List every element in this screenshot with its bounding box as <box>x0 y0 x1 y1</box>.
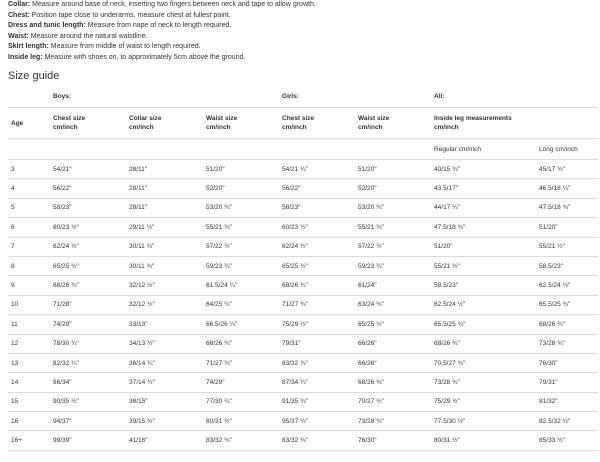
boys-waist-cell: 74/29" <box>203 373 279 392</box>
age-cell: 14 <box>8 373 50 392</box>
inside-leg-long-cell: 68/26 ¾" <box>536 315 598 334</box>
subheader-empty <box>50 139 126 160</box>
inside-leg-subheader-row <box>8 139 598 160</box>
age-cell: 11 <box>8 315 50 334</box>
inside-leg-regular-cell: 47.5/18 ¾" <box>431 218 536 237</box>
boys-waist-cell: 55/21 ¾" <box>203 218 279 237</box>
definition-term: Chest: <box>8 11 30 19</box>
column-header-boys-collar <box>126 108 203 139</box>
boys-chest-cell: 86/34" <box>50 373 126 392</box>
column-header-row <box>8 108 598 139</box>
inside-leg-long-cell: 51/20" <box>536 218 598 237</box>
group-header-row <box>8 86 598 108</box>
group-header-boys: Boys: <box>50 86 279 108</box>
boys-chest-cell: 99/39" <box>50 431 126 450</box>
age-cell: 6 <box>8 218 50 237</box>
column-header-boys-waist <box>203 108 279 139</box>
girls-chest-cell: 68/26 ¾" <box>279 276 355 295</box>
definition-text: Measure around the natural waistline. <box>28 32 148 40</box>
girls-chest-cell: 56/22" <box>279 179 355 198</box>
group-header-empty <box>8 86 50 108</box>
inside-leg-long-cell: 82.5/32 ½" <box>536 412 598 431</box>
boys-waist-cell: 59/23 ¼" <box>203 256 279 275</box>
boys-collar-cell: 38/15" <box>126 392 203 411</box>
boys-collar-cell: 28/11" <box>126 160 203 179</box>
age-cell: 8 <box>8 256 50 275</box>
inside-leg-regular-cell: 55/21 ½" <box>431 256 536 275</box>
table-row <box>8 256 598 275</box>
inside-leg-regular-cell: 73/28 ¾" <box>431 373 536 392</box>
column-header-line-1: Waist size <box>206 115 238 122</box>
definition-term: Waist: <box>8 32 29 40</box>
boys-chest-cell: 71/28" <box>50 295 126 314</box>
boys-collar-cell: 39/15 ½" <box>126 412 203 431</box>
girls-chest-cell: 54/21 ¼" <box>279 160 355 179</box>
boys-chest-cell: 58/23" <box>50 198 126 217</box>
definition-text: Measure with shoes on, to approximately 5cm above the ground. <box>42 53 246 61</box>
boys-chest-cell: 54/21" <box>50 160 126 179</box>
age-cell: 12 <box>8 334 50 353</box>
girls-chest-cell: 83/32 ¾" <box>279 353 355 372</box>
column-header-line-1: Collar size <box>129 115 162 122</box>
boys-chest-cell: 60/23 ½" <box>50 218 126 237</box>
girls-chest-cell: 65/25 ½" <box>279 256 355 275</box>
subheader-empty <box>126 139 203 160</box>
table-row <box>8 179 598 198</box>
definition-line <box>8 53 598 64</box>
boys-collar-cell: 30/11 ¾" <box>126 256 203 275</box>
girls-waist-cell: 76/30" <box>355 431 431 450</box>
age-cell: 9 <box>8 276 50 295</box>
boys-waist-cell: 68/26 ¾" <box>203 334 279 353</box>
inside-leg-long-cell: 47.5/18 ¾" <box>536 198 598 217</box>
definition-term: Collar: <box>8 1 31 8</box>
girls-waist-cell: 70/27 ½" <box>355 392 431 411</box>
boys-chest-cell: 65/25 ½" <box>50 256 126 275</box>
inside-leg-long-cell: 81/32" <box>536 392 598 411</box>
girls-waist-cell: 66/26" <box>355 353 431 372</box>
inside-leg-long-cell: 58.5/23" <box>536 256 598 275</box>
boys-chest-cell: 94/37" <box>50 412 126 431</box>
girls-waist-cell: 63/24 ¾" <box>355 295 431 314</box>
boys-waist-cell: 57/22 ½" <box>203 237 279 256</box>
subheader-empty <box>203 139 279 160</box>
group-header-girls: Girls: <box>279 86 431 108</box>
column-header-line-2: cm/inch <box>282 124 307 131</box>
boys-chest-cell: 68/26 ¾" <box>50 276 126 295</box>
boys-collar-cell: 41/16" <box>126 431 203 450</box>
inside-leg-regular-cell: 62.5/24 ½" <box>431 295 536 314</box>
boys-chest-cell: 90/35 ½" <box>50 392 126 411</box>
definition-line <box>8 32 598 43</box>
age-cell: 15 <box>8 392 50 411</box>
age-cell: 13 <box>8 353 50 372</box>
definition-text: Measure from middle of waist to length required. <box>48 43 201 50</box>
girls-waist-cell: 68/26 ¾" <box>355 373 431 392</box>
table-row <box>8 373 598 392</box>
inside-leg-regular-cell: 44/17 ¼" <box>431 198 536 217</box>
age-cell: 3 <box>8 160 50 179</box>
girls-waist-cell: 66/26" <box>355 334 431 353</box>
table-row <box>8 218 598 237</box>
inside-leg-regular-cell: 65.5/25 ¾" <box>431 315 536 334</box>
table-row <box>8 431 598 450</box>
girls-chest-cell: 75/29 ½" <box>279 315 355 334</box>
inside-leg-regular-cell: 75/29 ½" <box>431 392 536 411</box>
definition-text: Measure around base of neck, inserting two fingers between neck and tape to allow growth. <box>30 1 316 8</box>
definition-text: Measure from nape of neck to length required. <box>85 22 232 29</box>
girls-chest-cell: 58/23" <box>279 198 355 217</box>
boys-waist-cell: 53/20 ¾" <box>203 198 279 217</box>
definition-term: Inside leg: <box>8 53 43 61</box>
definition-line <box>8 0 598 11</box>
girls-waist-cell: 53/20 ¾" <box>355 198 431 217</box>
inside-leg-regular-cell: 70.5/27 ¾" <box>431 353 536 372</box>
boys-collar-cell: 28/11" <box>126 179 203 198</box>
boys-collar-cell: 32/12 ½" <box>126 276 203 295</box>
definition-term: Skirt length: <box>8 43 49 50</box>
measurement-definitions <box>8 0 598 63</box>
table-row <box>8 237 598 256</box>
boys-collar-cell: 34/13 ½" <box>126 334 203 353</box>
boys-collar-cell: 30/11 ¾" <box>126 237 203 256</box>
boys-waist-cell: 71/27 ¾" <box>203 353 279 372</box>
table-row <box>8 315 598 334</box>
girls-waist-cell: 59/23 ¼" <box>355 256 431 275</box>
definition-line <box>8 42 598 53</box>
definition-line <box>8 21 598 32</box>
boys-waist-cell: 77/30 ¼" <box>203 392 279 411</box>
inside-leg-long-cell: 46.5/18 ¼" <box>536 179 598 198</box>
inside-leg-regular-cell: 43.5/17" <box>431 179 536 198</box>
inside-leg-long-cell: 85/33 ½" <box>536 431 598 450</box>
definition-line <box>8 11 598 22</box>
girls-chest-cell: 95/37 ½" <box>279 412 355 431</box>
inside-leg-long-cell: 76/30" <box>536 353 598 372</box>
inside-leg-regular-cell: 51/20" <box>431 237 536 256</box>
inside-leg-long-cell: 45/17 ¾" <box>536 160 598 179</box>
subheader-empty <box>279 139 355 160</box>
table-row <box>8 353 598 372</box>
boys-waist-cell: 61.5/24 ¼" <box>203 276 279 295</box>
girls-waist-cell: 55/21 ¾" <box>355 218 431 237</box>
age-cell: 5 <box>8 198 50 217</box>
girls-waist-cell: 52/20" <box>355 179 431 198</box>
subheader-long: Long cm/inch <box>536 139 598 160</box>
column-header-line-1: Chest size <box>282 115 315 122</box>
inside-leg-long-cell: 62.5/24 ½" <box>536 276 598 295</box>
girls-waist-cell: 57/22 ½" <box>355 237 431 256</box>
girls-chest-cell: 91/35 ¾" <box>279 392 355 411</box>
inside-leg-regular-cell: 58.5/23" <box>431 276 536 295</box>
subheader-empty <box>355 139 431 160</box>
boys-chest-cell: 82/32 ¼" <box>50 353 126 372</box>
girls-waist-cell: 51/20" <box>355 160 431 179</box>
definition-term: Dress and tunic length: <box>8 22 86 29</box>
inside-leg-regular-cell: 80/31 ½" <box>431 431 536 450</box>
girls-chest-cell: 83/32 ¾" <box>279 431 355 450</box>
boys-collar-cell: 33/13" <box>126 315 203 334</box>
column-header-girls-waist <box>355 108 431 139</box>
boys-collar-cell: 28/11" <box>126 198 203 217</box>
table-row <box>8 392 598 411</box>
boys-waist-cell: 52/20" <box>203 179 279 198</box>
subheader-empty <box>8 139 50 160</box>
table-row <box>8 334 598 353</box>
table-row <box>8 198 598 217</box>
column-header-line-2: cm/inch <box>358 124 383 131</box>
column-header-line-2: cm/inch <box>434 124 459 131</box>
age-cell: 10 <box>8 295 50 314</box>
boys-collar-cell: 36/14 ¼" <box>126 353 203 372</box>
inside-leg-long-cell: 73/28 ¾" <box>536 334 598 353</box>
column-header-line-2: cm/inch <box>206 124 231 131</box>
girls-waist-cell: 65/25 ½" <box>355 315 431 334</box>
boys-chest-cell: 78/30 ¾" <box>50 334 126 353</box>
age-cell: 16+ <box>8 431 50 450</box>
girls-chest-cell: 71/27 ¾" <box>279 295 355 314</box>
boys-waist-cell: 51/20" <box>203 160 279 179</box>
table-row <box>8 160 598 179</box>
column-header-inside-leg <box>431 108 598 139</box>
boys-waist-cell: 80/31 ½" <box>203 412 279 431</box>
girls-waist-cell: 73/28 ¾" <box>355 412 431 431</box>
girls-waist-cell: 61/24" <box>355 276 431 295</box>
boys-chest-cell: 74/29" <box>50 315 126 334</box>
group-header-all: All: <box>431 86 598 108</box>
inside-leg-regular-cell: 40/15 ¾" <box>431 160 536 179</box>
inside-leg-long-cell: 55/21 ½" <box>536 237 598 256</box>
table-row <box>8 276 598 295</box>
inside-leg-long-cell: 65.5/25 ¾" <box>536 295 598 314</box>
age-cell: 16 <box>8 412 50 431</box>
column-header-girls-chest <box>279 108 355 139</box>
column-header-age: Age <box>8 108 50 139</box>
inside-leg-regular-cell: 77.5/30 ½" <box>431 412 536 431</box>
column-header-line-1: Inside leg measurements <box>434 115 512 122</box>
table-row <box>8 295 598 314</box>
column-header-line-1: Waist size <box>358 115 390 122</box>
table-row <box>8 412 598 431</box>
boys-chest-cell: 62/24 ½" <box>50 237 126 256</box>
inside-leg-regular-cell: 68/26 ¾" <box>431 334 536 353</box>
age-cell: 4 <box>8 179 50 198</box>
boys-waist-cell: 83/32 ¾" <box>203 431 279 450</box>
boys-chest-cell: 56/22" <box>50 179 126 198</box>
girls-chest-cell: 60/23 ½" <box>279 218 355 237</box>
column-header-line-2: cm/inch <box>53 124 78 131</box>
boys-collar-cell: 37/14 ½" <box>126 373 203 392</box>
inside-leg-long-cell: 79/31" <box>536 373 598 392</box>
size-guide-table <box>8 86 598 451</box>
girls-chest-cell: 87/34 ¼" <box>279 373 355 392</box>
girls-chest-cell: 62/24 ½" <box>279 237 355 256</box>
boys-collar-cell: 32/12 ½" <box>126 295 203 314</box>
column-header-boys-chest <box>50 108 126 139</box>
boys-collar-cell: 29/11 ½" <box>126 218 203 237</box>
column-header-line-1: Chest size <box>53 115 86 122</box>
subheader-regular: Regular cm/inch <box>431 139 536 160</box>
size-guide-title: Size guide <box>8 70 60 82</box>
definition-text: Position tape close to underarms, measure chest at fullest point. <box>29 11 231 19</box>
boys-waist-cell: 66.5/26 ¼" <box>203 315 279 334</box>
girls-chest-cell: 79/31" <box>279 334 355 353</box>
boys-waist-cell: 64/25 ¼" <box>203 295 279 314</box>
age-cell: 7 <box>8 237 50 256</box>
column-header-line-2: cm/inch <box>129 124 154 131</box>
